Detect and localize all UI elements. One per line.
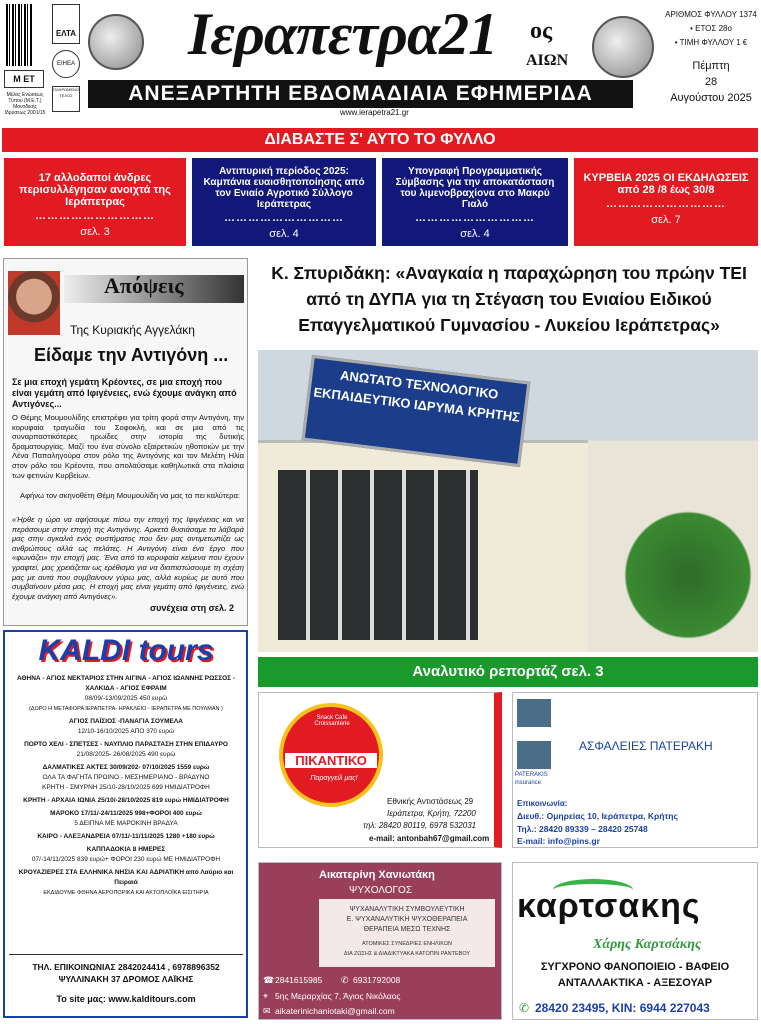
pateraki-brand: PATERAKIS insurance [515,772,548,786]
toc-item-ref: σελ. 4 [269,228,299,240]
kaldi-item: ΕΚΔΙΔΟΥΜΕ ΦΘΗΝΑ ΑΕΡΟΠΟΡΙΚΑ ΚΑΙ ΑΚΤΟΠΛΟΪΚΑ ΕΙΣΙΤΗΡΙΑ [43,890,209,896]
opinion-quote: «Ήρθε η ώρα να αφήσουμε πίσω την εποχή της Ιφιγένειας και να περάσουμε στην εποχή της Αντιγόνης. Αρκετά θυσιάσαμε τα λάβαρά μας στην αγκαλιά ενός συστήματος που δεν μας αντιμετωπίζει ως ανθρώπους αλλά ως πελάτες. Η Αντιγόνη είναι ένα έργο που «φωνάζει» την εποχή μας. Ένα από τα κορυφαία κείμενα που έχουν γραφτεί, μας χρειάζεται ως ερέθισμα για να διαπιστώσουμε τη σχέση μας με αυτά που συμβαίνουν γύρω μας, αλλά κυρίως με αυτό που συμβαίνουν μέσα μας. Η εποχή μας είναι γεμάτη από Ιφιγένειες, ενώ έχουμε ανάγκη από Αντιγόνες». [12,515,244,601]
kartsakis-logo: καρτσακης [517,887,701,925]
kaldi-divider [9,954,243,955]
kaldi-item: 07/-14/11/2025 839 ευρώ+ ΦΟΡΟΙ 230 ευρώ ΜΕ ΗΜΙΔΙΑΤΡΟΦΗ [31,856,221,863]
psychologist-ad[interactable] [258,862,502,1020]
kaldi-item: ΚΑΠΠΑΔΟΚΙΑ 8 ΗΜΕΡΕΣ [86,846,166,853]
date-number: 28 [704,76,718,88]
opinion-paragraph: Αφήνω τον σκηνοθέτη Θέμη Μουμουλίδη να μας τα πει καλύτερα: [20,491,240,500]
kaldi-items [9,674,243,898]
website-link[interactable]: www.ierapetra21.gr [340,108,409,117]
author-photo [8,271,60,335]
pikantiko-small: Snack Cafe Croissanterie [314,715,350,727]
continue-link[interactable]: συνέχεια στη σελ. 2 [150,603,235,613]
coin-left [88,14,144,70]
kaldi-item: ΑΘΗΝΑ - ΑΓΙΟΣ ΝΕΚΤΑΡΙΟΣ ΣΤΗΝ ΑΙΓΙΝΑ - ΑΓΙΟΣ ΙΩΑΝΝΗΣ ΡΩΣΣΟΣ - ΧΑΛΚΙΔΑ - ΑΓΙΟΣ ΕΦΡΑΙΜ [16,675,236,692]
kaldi-item: ΑΓΙΟΣ ΠΑΪΣΙΟΣ -ΠΑΝΑΓΙΑ ΣΟΥΜΕΛΑ [69,718,183,725]
psych-phone1: 2841615985 [275,975,323,985]
toc-item[interactable] [382,158,568,246]
psych-line: ΘΕΡΑΠΕΙΑ ΜΕΣΩ ΤΕΧΝΗΣ [363,926,451,933]
met-logo: Μ ΕΤ [4,70,44,88]
pateraki-phone: Τηλ.: 28420 89339 – 28420 25748 [517,824,648,834]
toc-item-ref: σελ. 3 [80,226,110,238]
report-ref[interactable]: Αναλυτικό ρεπορτάζ σελ. 3 [258,657,758,687]
kaldi-item: 08/09/-13/09/2025 450 ευρώ [84,695,168,702]
psych-line: ΨΥΧΑΝΑΛΥΤΙΚΗ ΣΥΜΒΟΥΛΕΥΤΙΚΗ [349,906,465,913]
pikantiko-slogan: Παραγγείλ μας! [310,775,358,782]
pin-icon: ⌖ [263,991,269,1001]
photo-tree [618,500,758,650]
mail-icon: ✉ [263,1006,271,1016]
toc-item-ref: σελ. 4 [460,228,490,240]
pikantiko-name: ΠΙΚΑΝΤΙΚΟ [285,753,377,768]
member-note: Μέλος Ενώσεως Τύπου (Μ.Ε.Τ.) Μονοδικής Ιδρύσεως 2001/15 [4,92,46,116]
toc-item-text: Υπογραφή Προγραμματικής Σύμβασης για την αποκατάσταση του λιμενοβραχίονα στο Μακρύ Γιαλό [395,166,555,210]
esiea-logo: ΕΙΗΕΑ [52,50,80,78]
kartsakis-phone: 28420 23495, ΚΙΝ: 6944 227043 [535,1001,710,1015]
toc-dots: ………………………… [224,212,344,224]
kartsakis-line: ΑΝΤΑΛΛΑΚΤΙΚΑ - ΑΞΕΣΟΥΑΡ [557,977,713,989]
kaldi-item: ΚΑΙΡΟ - ΑΛΕΞΑΝΔΡΕΙΑ 07/11/-11/11/2025 1280 +180 ευρώ [37,833,215,840]
kaldi-phone: ΤΗΛ. ΕΠΙΚΟΙΝΩΝΙΑΣ 2842024414 , 6978896352 [32,962,220,972]
issue-number: ΑΡΙΘΜΟΣ ΦΥΛΛΟΥ 1374 [665,10,757,19]
psych-email[interactable]: aikaterinichaniotaki@gmail.com [275,1006,395,1016]
pateraki-ad[interactable] [512,692,758,848]
kaldi-item: 21/08/2025- 26/08/2025 490 ευρώ [76,751,176,758]
pikantiko-ad[interactable] [258,692,502,848]
opinion-paragraph: Ο Θέμης Μουμουλίδης επιστρέφει για τρίτη φορά στην Αντιγόνη, την κορυφαία τραγωδία του Σοφοκλή, και σε μια από τις συναρπαστικότερες ηρωίδες στην ιστορία της δυτικής δραματουργίας. Μαζί του ένα σύνολο εξαιρετικών ηθοποιών με την Λένα Παπαληγούρα στον ρόλο της Αντιγόνης και τον Μελέτη Ηλία στον ρόλο του Κρέοντα, που απολαύσαμε καθηλωτικά στα πλαίσια των φετινών Κυρβείων. [12,413,244,480]
main-photo [258,350,758,652]
psych-line: Ε. ΨΥΧΑΝΑΛΥΤΙΚΗ ΨΥΧΟΘΕΡΑΠΕΙΑ [346,916,468,923]
opinion-author: Της Κυριακής Αγγελάκη [70,323,195,337]
issue-date [664,58,758,106]
main-headline[interactable]: Κ. Σπυριδάκη: «Αναγκαία η παραχώρηση του πρώην ΤΕΙ από τη ΔΥΠΑ για τη Στέγαση του Ενιαίου Ειδικού Επαγγελματικού Γυμνασίου - Λυκείου Ιεράπετρας» [271,263,747,335]
kaldi-item: 5 ΔΕΙΠΝΑ ΜΕ ΜΑΡΟΚΙΝΗ ΒΡΑΔΥΑ [74,820,178,827]
issue-price: • ΤΙΜΗ ΦΥΛΛΟΥ 1 € [674,38,748,47]
kaldi-item: ΠΟΡΤΟ ΧΕΛΙ - ΣΠΕΤΣΕΣ - ΝΑΥΠΛΙΟ ΠΑΡΑΣΤΑΣΗ ΣΤΗΝ ΕΠΙΔΑΥΡΟ [24,741,228,748]
barcode [6,4,32,66]
psych-address: 5ης Μεραρχίας 7, Άγιος Νικόλαος [275,991,401,1001]
title-sub: ΑΙΩΝ [526,52,569,69]
toc-header: ΔΙΑΒΑΣΤΕ Σ' ΑΥΤΟ ΤΟ ΦΥΛΛΟ [2,128,758,152]
opinion-column [3,258,248,626]
kaldi-item: ΚΡΟΥΑΖΙΕΡΕΣ ΣΤΑ ΕΛΛΗΝΙΚΑ ΝΗΣΙΑ ΚΑΙ ΑΔΡΙΑΤΙΚΗ από Λαύριο και Πειραιά [18,869,234,886]
psych-line: ΔΙΑ ΖΩΣΗΣ & ΔΙΑΔΙΚΤΥΑΚΑ ΚΑΤΟΠΙΝ ΡΑΝΤΕΒΟΥ [343,951,471,957]
toc-item-text: ΚΥΡΒΕΙΑ 2025 ΟΙ ΕΚΔΗΛΩΣΕΙΣ από 28 /8 έως 30/8 [583,172,749,196]
pateraki-address: Διευθ.: Ομηρείας 10, Ιεράπετρα, Κρήτης [517,811,678,821]
toc-item[interactable] [192,158,376,246]
kaldi-item: ΚΡΗΤΗ - ΑΡΧΑΙΑ ΙΩΝΙΑ 25/10/-28/10/2025 819 ευρώ ΗΜΙΔΙΑΤΡΟΦΗ [23,797,229,804]
issue-year: • ΕΤΟΣ 28ο [690,24,732,33]
kartsakis-ad[interactable] [512,862,758,1020]
psych-phone2: 6931792008 [353,975,401,985]
date-day: Πέμπτη [692,60,730,72]
pateraki-logo [517,699,551,769]
coin-right [592,16,654,78]
issue-meta [664,8,758,50]
kaldi-logo: KALDI tours [38,634,214,667]
elta-logo: ΕΛΤΑ [52,4,80,44]
kartsakis-name: Χάρης Καρτσάκης [593,937,702,952]
kaldi-item: ΚΡΗΤΗ - ΣΜΥΡΝΗ 25/10-28/10/2025 699 ΗΜΙΔΙΑΤΡΟΦΗ [42,784,210,791]
pikantiko-email[interactable]: e-mail: antonbah67@gmail.com [369,834,490,843]
date-month-year: Αυγούστου 2025 [670,92,752,104]
pikantiko-addr1: Εθνικής Αντιστάσεως 29 [387,797,474,806]
kaldi-item: ΟΛΑ ΤΑ ΦΑΓΗΤΑ ΠΡΩΙΝΟ - ΜΕΣΗΜΕΡΙΑΝΟ - ΒΡΑΔΥΝΟ [42,774,210,781]
photo-windows [278,470,478,640]
pateraki-title: ΑΣΦΑΛΕΙΕΣ ΠΑΤΕΡΑΚΗ [579,739,713,753]
toc-item-text: Αντιπυρική περίοδος 2025: Καμπάνια ευαισθητοποίησης από τον Ενιαίο Αγροτικό Σύλλογο Ιεράπετρας [203,166,365,210]
tagline: ΑΝΕΞΑΡΤΗΤΗ ΕΒΔΟΜΑΔΙΑΙΑ ΕΦΗΜΕΡΙΔΑ [88,80,633,108]
kartsakis-line: ΣΥΓΧΡΟΝΟ ΦΑΝΟΠΟΙΕΙΟ - ΒΑΦΕΙΟ [540,961,730,973]
kaldi-item: (ΔΩΡΟ Η ΜΕΤΑΦΟΡΑ ΙΕΡΑΠΕΤΡΑ- ΗΡΑΚΛΕΙΟ - ΙΕΡΑΠΕΤΡΑ ΜΕ ΠΟΥΛΜΑΝ ) [29,706,223,712]
pikantiko-addr2: Ιεράπετρα, Κρήτη, 72200 [387,809,476,818]
toc-item[interactable] [4,158,186,246]
kaldi-site[interactable]: To site μας: www.kalditours.com [56,994,196,1004]
toc-dots: ………………………… [415,212,535,224]
opinion-title[interactable]: Είδαμε την Αντιγόνη ... [34,345,229,365]
pateraki-email[interactable]: E-mail: info@pins.gr [517,836,600,846]
toc-item-ref: σελ. 7 [651,214,681,226]
mobile-icon: ✆ [341,975,349,985]
toc-item-text: 17 αλλοδαποί άνδρες περισυλλέγησαν ανοιχτά της Ιεράπετρας [19,172,171,208]
psych-title: ΨΥΧΟΛΟΓΟΣ [349,885,413,896]
kaldi-item: 12/10-16/10/2025 ΑΠΟ 370 ευρώ [77,728,175,735]
kaldi-tours-ad[interactable] [3,630,248,1018]
psych-line: ΑΤΟΜΙΚΕΣ ΣΥΝΕΔΡΙΕΣ ΕΝΗΛΙΚΩΝ [362,941,452,947]
paid-fee-label: ΠΛΗΡΩΜΕΝΟ ΤΕΛΟΣ [52,86,80,112]
toc-dots: ………………………… [35,210,155,222]
photo-sign: ΑΝΩΤΑΤΟ ΤΕΧΝΟΛΟΓΙΚΟ ΕΚΠΑΙΔΕΥΤΙΚΟ ΙΔΡΥΜΑ ΚΡΗΤΗΣ [302,355,531,467]
kaldi-item: ΔΑΛΜΑΤΙΚΕΣ ΑΚΤΕΣ 30/09/202- 07/10/2025 1559 ευρώ [42,764,210,771]
pikantiko-phone: τηλ: 28420 80119, 6978 532031 [363,821,477,830]
phone-icon: ✆ [519,1001,530,1015]
toc-item[interactable] [574,158,758,246]
kaldi-address: ΨΥΛΛΙΝΑΚΗ 37 ΔΡΟΜΟΣ ΛΑΪΚΗΣ [58,974,194,984]
title-superscript: ος [530,18,553,44]
kaldi-item: ΜΑΡΟΚΟ 17/11/-24/11/2025 998+ΦΟΡΟΙ 400 ευρώ [50,810,202,817]
kartsakis-swoosh [553,879,633,901]
toc-dots: ………………………… [606,198,726,210]
opinion-lead: Σε μια εποχή γεμάτη Κρέοντες, σε μια εποχή που είναι γεμάτη από Ιφιγένειες, ενώ έχουμε ανάγκη από Αντιγόνες... [12,377,237,409]
psych-name: Αικατερίνη Χανιωτάκη [319,869,435,881]
opinion-section: Απόψεις [104,273,184,298]
newspaper-title: Ιεραπετρα21 [188,1,498,67]
pateraki-contact: Επικοινωνία: [517,799,568,808]
psych-services [319,899,495,967]
phone-icon: ☎ [263,975,275,985]
